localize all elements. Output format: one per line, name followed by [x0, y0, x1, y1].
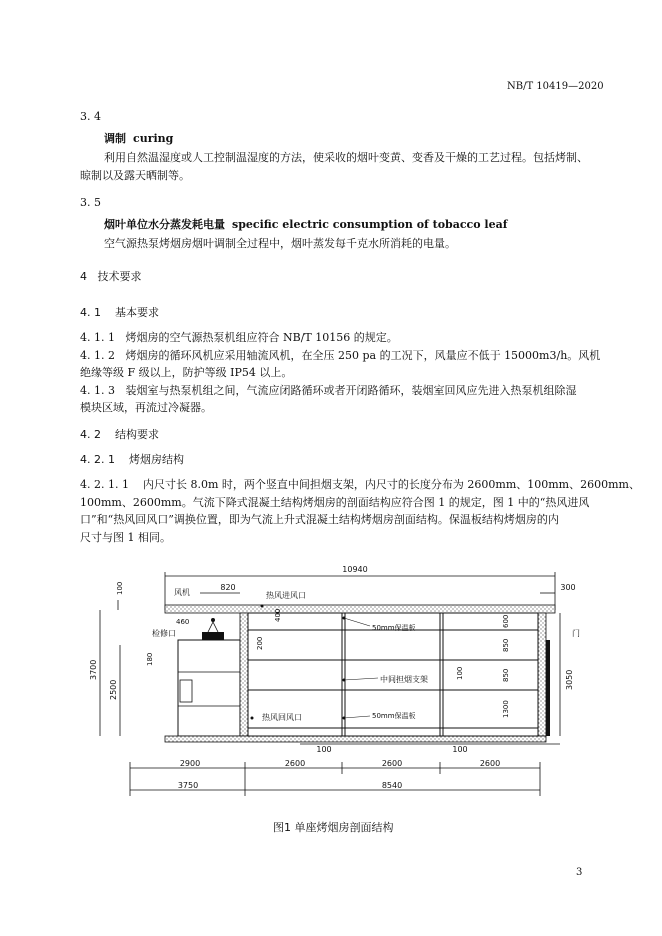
section-number-3-5: 3. 5: [80, 196, 101, 209]
dim-100-a: 100: [316, 745, 332, 754]
heading-title: 烤烟房结构: [128, 453, 184, 466]
heading-number: 4. 2: [80, 428, 101, 441]
heading-number: 4. 1: [80, 306, 101, 319]
dim-850-a: 850: [502, 638, 510, 652]
dim-3700: 3700: [89, 659, 98, 680]
heading-title: 技术要求: [97, 270, 142, 283]
term-en: curing: [133, 132, 174, 145]
page-number: 3: [576, 867, 583, 878]
clause-text: 内尺寸长 8.0m 时，两个竖直中间担烟支架，内尺寸的长度分布为 2600mm、100mm、2600mm、: [142, 478, 640, 491]
dim-200: 200: [256, 636, 264, 650]
dim-100-roof: 100: [116, 581, 124, 595]
dim-460: 460: [176, 618, 190, 626]
dim-100-rack: 100: [456, 666, 464, 680]
dim-2500: 2500: [109, 679, 118, 700]
dim-2600-c: 2600: [479, 759, 501, 768]
floor-slab: [165, 736, 546, 742]
door: [546, 640, 550, 736]
clause-text: 模块区域，再流过冷凝器。: [80, 401, 212, 414]
label-inspection-port: 检修口: [152, 629, 176, 638]
heading-number: 4: [80, 270, 87, 283]
heading-title: 结构要求: [115, 428, 159, 441]
label-insulation-top: 50mm保温板: [372, 624, 416, 632]
clause-number: 4. 1. 1: [80, 331, 115, 344]
label-hot-air-inlet: 热风进风口: [266, 591, 306, 600]
partition-wall: [240, 613, 248, 736]
term-zh: 调制: [104, 132, 126, 145]
dim-300: 300: [560, 583, 576, 592]
dim-180: 180: [146, 652, 154, 666]
dim-2900: 2900: [179, 759, 201, 768]
clause-text: 烤烟房的空气源热泵机组应符合 NB/T 10156 的规定。: [125, 331, 398, 344]
definition-line: 利用自然温湿度或人工控制温湿度的方法，使采收的烟叶变黄、变香及干燥的工艺过程。包括烤制、: [104, 151, 588, 164]
fan: [202, 632, 224, 640]
term-zh: 烟叶单位水分蒸发耗电量: [104, 218, 225, 231]
section-number-3-4: 3. 4: [80, 110, 101, 123]
heat-pump-unit: [178, 640, 240, 736]
definition-line: 空气源热泵烤烟房烟叶调制全过程中，烟叶蒸发每千克水所消耗的电量。: [104, 237, 456, 250]
dim-8540: 8540: [381, 781, 403, 790]
dim-400: 400: [274, 608, 282, 622]
dim-100-b: 100: [452, 745, 468, 754]
dim-600: 600: [502, 614, 510, 628]
roof-slab: [165, 605, 555, 613]
dim-1300: 1300: [502, 700, 510, 718]
dim-850-b: 850: [502, 668, 510, 682]
figure-caption: 图1 单座烤烟房剖面结构: [273, 821, 394, 834]
right-wall: [538, 613, 546, 736]
dim-2600-a: 2600: [284, 759, 306, 768]
clause-text: 绝缘等级 F 级以上，防护等级 IP54 以上。: [80, 366, 293, 379]
clause-text: 100mm、2600mm。气流下降式混凝土结构烤烟房的剖面结构应符合图 1 的规定，图 1 中的“热风进风: [80, 496, 590, 509]
label-door: 门: [572, 629, 580, 638]
clause-number: 4. 2. 1. 1: [80, 478, 129, 491]
dim-3050: 3050: [565, 669, 574, 690]
clause-text: 装烟室与热泵机组之间，气流应闭路循环或者开闭路循环，装烟室回风应先进入热泵机组除湿: [125, 384, 577, 397]
heading-number: 4. 2. 1: [80, 453, 115, 466]
clause-text: 烤烟房的循环风机应采用轴流风机，在全压 250 pa 的工况下，风量应不低于 15000m3/h。风机: [125, 349, 601, 362]
dim-10940: 10940: [342, 565, 368, 574]
label-insulation-bottom: 50mm保温板: [372, 712, 416, 720]
dim-820: 820: [220, 583, 236, 592]
label-fan: 风机: [174, 588, 190, 597]
clause-text: 口”和“热风回风口”调换位置，即为气流上升式混凝土结构烤烟房剖面结构。保温板结构烤烟房的内: [80, 513, 559, 526]
standard-number: NB/T 10419—2020: [507, 81, 604, 92]
dim-3750: 3750: [177, 781, 199, 790]
label-middle-rack: 中间担烟支架: [380, 675, 428, 684]
label-hot-air-return: 热风回风口: [262, 713, 302, 722]
definition-line: 晾制以及露天晒制等。: [80, 169, 190, 182]
clause-text: 尺寸与图 1 相同。: [80, 531, 171, 544]
heading-title: 基本要求: [115, 306, 159, 319]
clause-number: 4. 1. 3: [80, 384, 115, 397]
clause-number: 4. 1. 2: [80, 349, 115, 362]
dim-2600-b: 2600: [381, 759, 403, 768]
term-en: specific electric consumption of tobacco leaf: [232, 218, 508, 231]
